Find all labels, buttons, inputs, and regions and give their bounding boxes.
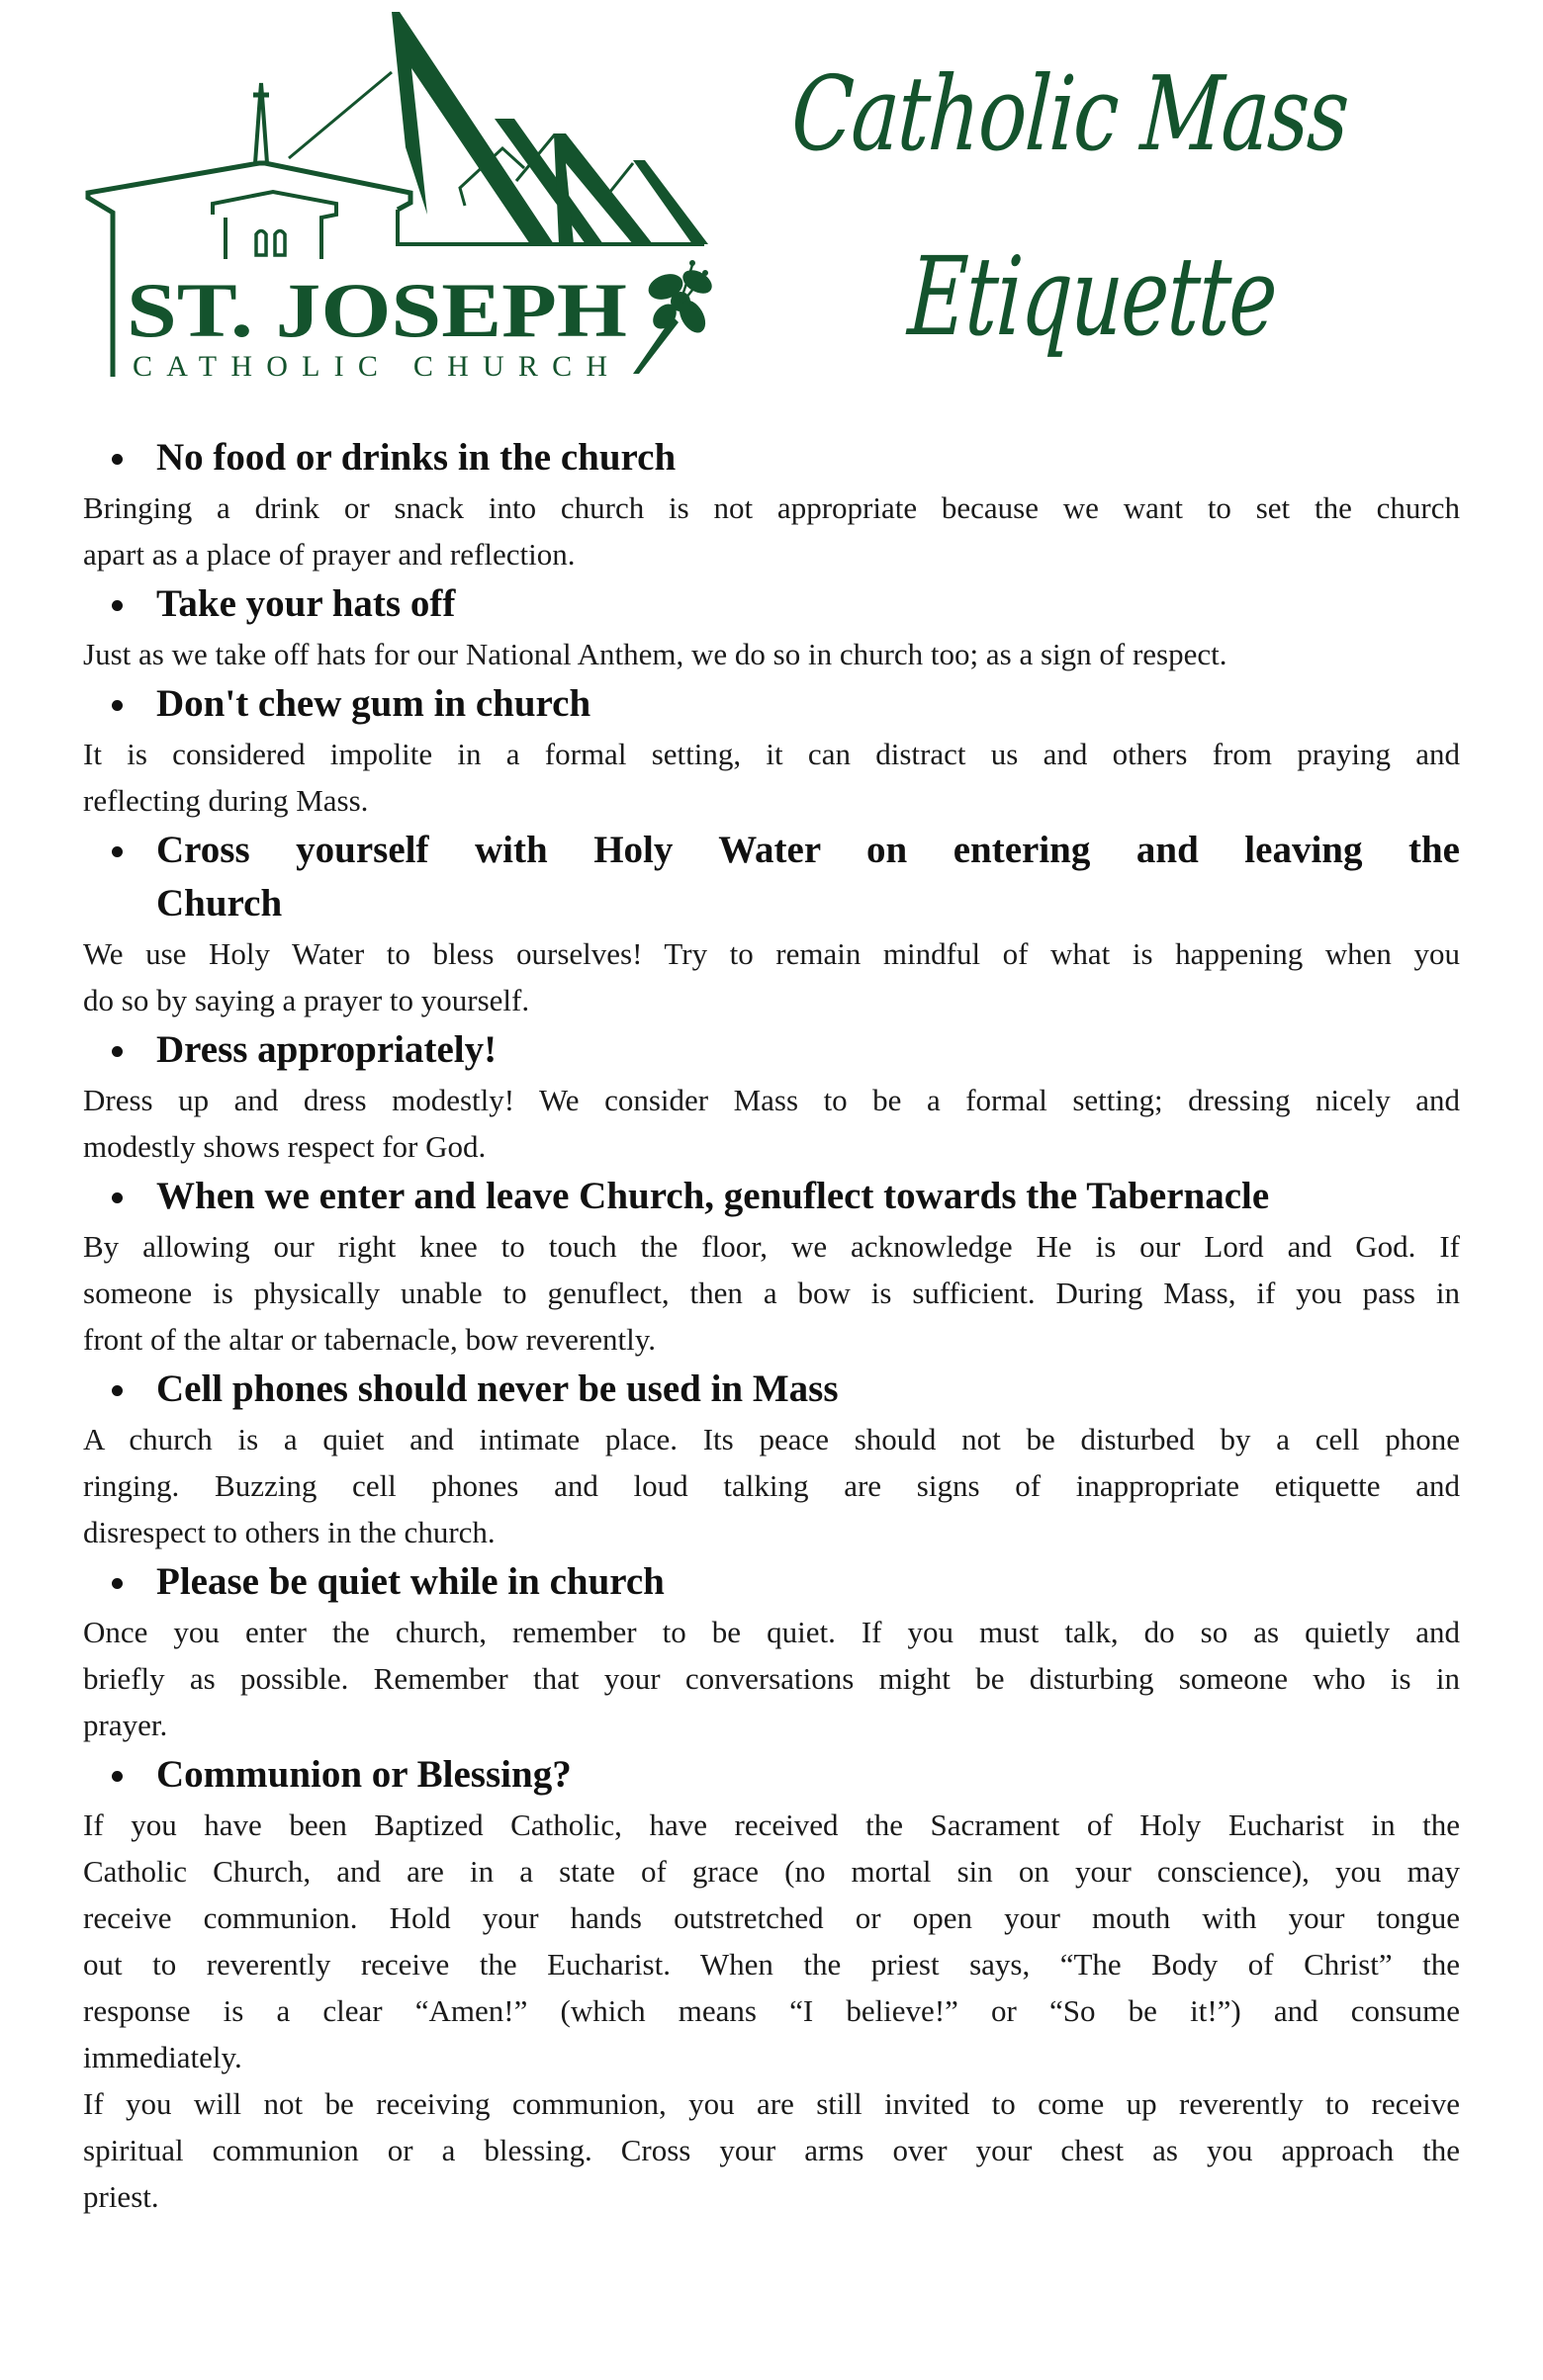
item-body-line: disrespect to others in the church.: [83, 1515, 496, 1549]
title-line-1: Catholic Mass: [788, 53, 1351, 174]
item-body-line: out to reverently receive the Eucharist. When the priest says, “The Body of Christ” the: [83, 1947, 1460, 1982]
item-body-line: receive communion. Hold your hands outstretched or open your mouth with your tongue: [83, 1900, 1460, 1935]
item-body-line: A church is a quiet and intimate place. Its peace should not be disturbed by a cell phone: [83, 1422, 1460, 1456]
item-heading: [83, 1555, 1460, 1609]
bullet-icon: [112, 1385, 123, 1396]
bullet-icon: [112, 600, 123, 611]
item-heading: [83, 1023, 1460, 1077]
bullet-icon: [112, 1578, 123, 1589]
item-body-line: response is a clear “Amen!” (which means “I believe!” or “So be it!”) and consume: [83, 1993, 1460, 2028]
item-body-line: someone is physically unable to genuflect, then a bow is sufficient. During Mass, if you pass in: [83, 1276, 1460, 1310]
item-body-line: Once you enter the church, remember to be quiet. If you must talk, do so as quietly and: [83, 1615, 1460, 1649]
item-body-line: immediately.: [83, 2040, 242, 2074]
item-body-line: ringing. Buzzing cell phones and loud talking are signs of inappropriate etiquette and: [83, 1468, 1460, 1503]
item-body-line: It is considered impolite in a formal setting, it can distract us and others from praying and: [83, 737, 1460, 771]
item-body-line: priest.: [83, 2179, 159, 2214]
etiquette-item: [83, 677, 1460, 824]
st-joseph-logo: [0, 0, 752, 396]
item-body-line: spiritual communion or a blessing. Cross your arms over your chest as you approach the: [83, 2133, 1460, 2167]
item-heading: [83, 1170, 1460, 1223]
etiquette-item: [83, 431, 1460, 577]
etiquette-list: [83, 431, 1460, 2220]
bullet-icon: [112, 846, 123, 857]
item-body-line: do so by saying a prayer to yourself.: [83, 983, 530, 1017]
logo-subtitle: CATHOLIC CHURCH: [133, 350, 607, 383]
item-heading-text: Dress appropriately!: [156, 1028, 498, 1071]
etiquette-item: [83, 1748, 1460, 2220]
mountain-icon: [392, 12, 554, 244]
etiquette-item: [83, 1170, 1460, 1363]
bullet-icon: [112, 454, 123, 465]
bullet-icon: [112, 1046, 123, 1057]
item-body-line: If you will not be receiving communion, you are still invited to come up reverently to receive: [83, 2086, 1460, 2121]
title-line-2: Etiquette: [905, 233, 1280, 360]
bullet-icon: [112, 1771, 123, 1782]
item-body-line: Dress up and dress modestly! We consider Mass to be a formal setting; dressing nicely and: [83, 1083, 1460, 1117]
item-heading: [83, 1363, 1460, 1416]
item-heading: [83, 577, 1460, 631]
etiquette-item: [83, 824, 1460, 1023]
item-heading-text: When we enter and leave Church, genuflect towards the Tabernacle: [156, 1175, 1270, 1217]
lily-flower-icon: [633, 260, 716, 374]
etiquette-item: [83, 1023, 1460, 1170]
item-body-line: reflecting during Mass.: [83, 783, 369, 818]
document-title: [781, 40, 1375, 405]
etiquette-item: [83, 577, 1460, 677]
item-heading-text: Please be quiet while in church: [156, 1560, 665, 1603]
item-heading: [83, 1748, 1460, 1802]
item-body-line: modestly shows respect for God.: [83, 1129, 487, 1164]
item-heading-text: Don't chew gum in church: [156, 682, 591, 725]
bullet-icon: [112, 1192, 123, 1203]
item-body-line: If you have been Baptized Catholic, have received the Sacrament of Holy Eucharist in the: [83, 1807, 1460, 1842]
item-heading: [83, 677, 1460, 731]
item-heading-text: Church: [156, 882, 283, 925]
item-body-line: prayer.: [83, 1708, 168, 1742]
item-heading: [83, 824, 1460, 930]
etiquette-item: [83, 1363, 1460, 1555]
item-body-line: By allowing our right knee to touch the floor, we acknowledge He is our Lord and God. If: [83, 1229, 1460, 1264]
etiquette-item: [83, 1555, 1460, 1748]
item-body-line: Just as we take off hats for our National Anthem, we do so in church too; as a sign of respect.: [83, 637, 1227, 671]
item-heading-text: Cross yourself with Holy Water on entering and leaving the: [156, 829, 1460, 871]
item-body-line: Bringing a drink or snack into church is not appropriate because we want to set the church: [83, 490, 1460, 525]
item-heading-text: No food or drinks in the church: [156, 436, 677, 479]
item-body-line: briefly as possible. Remember that your conversations might be disturbing someone who is in: [83, 1661, 1460, 1696]
item-heading: [83, 431, 1460, 485]
item-body-line: We use Holy Water to bless ourselves! Try to remain mindful of what is happening when you: [83, 936, 1460, 971]
item-heading-text: Cell phones should never be used in Mass: [156, 1367, 839, 1410]
bullet-icon: [112, 700, 123, 711]
logo-name: ST. JOSEPH: [127, 267, 627, 353]
item-body-line: apart as a place of prayer and reflection.: [83, 537, 576, 572]
item-body-line: Catholic Church, and are in a state of grace (no mortal sin on your conscience), you may: [83, 1854, 1460, 1889]
item-heading-text: Communion or Blessing?: [156, 1753, 572, 1796]
item-heading-text: Take your hats off: [156, 582, 456, 625]
item-body-line: front of the altar or tabernacle, bow reverently.: [83, 1322, 656, 1357]
